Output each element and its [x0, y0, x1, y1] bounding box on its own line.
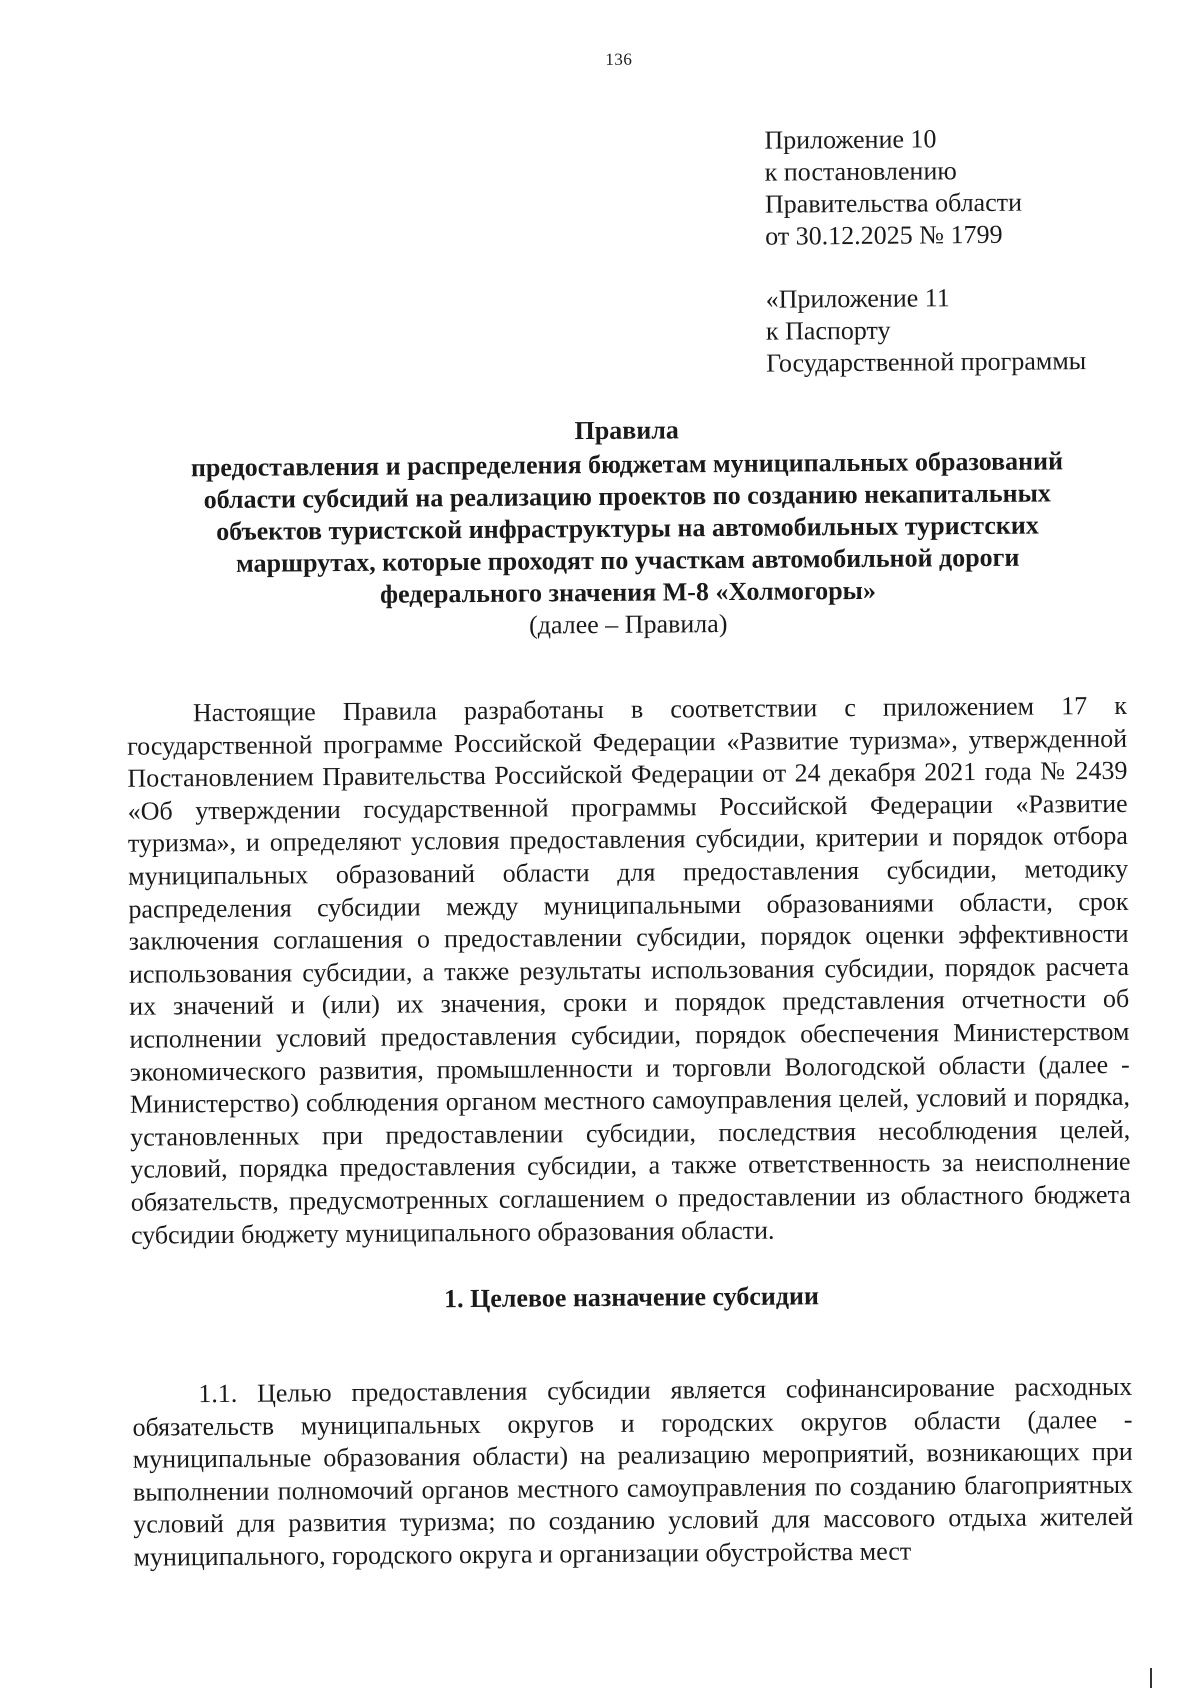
- appendix-11-line-1: «Приложение 11: [765, 283, 950, 314]
- subtitle-line: маршрутах, которые проходят по участкам автомобильной дороги: [235, 542, 1020, 578]
- scan-mark: [1150, 1668, 1152, 1688]
- subtitle-line: объектов туристской инфраструктуры на автомобильных туристских: [216, 510, 1039, 547]
- page-number: 136: [605, 49, 633, 69]
- title-note: (далее – Правила): [528, 608, 728, 640]
- appendix-11-block: [766, 281, 1087, 380]
- document-title-block: [137, 411, 1119, 645]
- appendix-10-line-1: Приложение 10: [764, 124, 937, 155]
- appendix-10-block: [764, 123, 1022, 253]
- appendix-10-line-4: от 30.12.2025 № 1799: [765, 219, 1003, 251]
- paragraph-1-1: 1.1. Целью предоставления субсидии является софинансирование расходных обязательств муниципальных округов и городских округов области (далее - муниципальные образования области) на реализацию мероприятий, возникающих при выполнении полномочий органов местного самоуправления по созданию благоприятных условий для развития туризма; по созданию условий для массового отдыха жителей муниципального, городского округа и организации обустройства мест: [132, 1371, 1134, 1572]
- intro-paragraph: Настоящие Правила разработаны в соответствии с приложением 17 к государственной программе Российской Федерации «Развитие туризма», утвержденной Постановлением Правительства Российской Федерации от 24 декабря 2021 года № 2439 «Об утверждении государственной программы Российской Федерации «Развитие туризма», и определяют условия предоставления субсидии, критерии и порядок отбора муниципальных образований области для предоставления субсидии, методику распределения субсидии между муниципальными образованиями области, срок заключения соглашения о предоставлении субсидии, порядок оценки эффективности использования субсидии, а также результаты использования субсидии, порядок расчета их значений и (или) их значения, сроки и порядок представления отчетности об исполнении условий предоставления субсидии, порядок обеспечения Министерством экономического развития, промышленности и торговли Вологодской области (далее - Министерство) соблюдения органом местного самоуправления целей, условий и порядка, установленных при предоставлении субсидии, последствия несоблюдения целей, условий, порядка предоставления субсидии, а также ответственность за неисполнение обязательств, предусмотренных соглашением о предоставлении из областного бюджета субсидии бюджету муниципального образования области.: [127, 690, 1131, 1250]
- document-subtitle: [137, 445, 1118, 613]
- document-title: Правила: [574, 415, 679, 446]
- subtitle-line: предоставления и распределения бюджетам муниципальных образований: [190, 446, 1064, 483]
- subtitle-line: области субсидий на реализацию проектов по созданию некапитальных: [203, 478, 1051, 515]
- appendix-10-line-3: Правительства области: [764, 187, 1023, 219]
- section-1-heading: 1. Целевое назначение субсидии: [443, 1281, 820, 1314]
- appendix-10-line-2: к постановлению: [764, 156, 957, 187]
- subtitle-line: федерального значения М-8 «Холмогоры»: [379, 575, 877, 609]
- appendix-11-line-3: Государственной программы: [766, 346, 1087, 378]
- appendix-11-line-2: к Паспорту: [765, 315, 891, 346]
